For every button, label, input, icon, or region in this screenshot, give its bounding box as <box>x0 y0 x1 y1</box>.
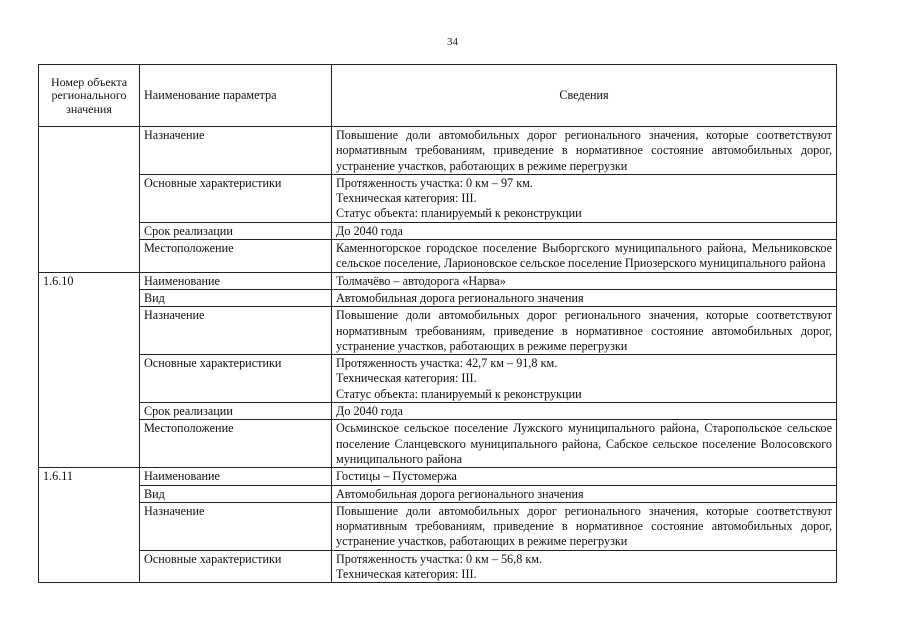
parameter-cell: Срок реализации <box>140 222 332 239</box>
parameter-cell: Основные характеристики <box>140 550 332 583</box>
parameter-cell: Вид <box>140 485 332 502</box>
value-cell: Протяженность участка: 0 км – 97 км. Техническая категория: III. Статус объекта: планируемый к реконструкции <box>332 174 837 222</box>
value-cell: Повышение доли автомобильных дорог регионального значения, которые соответствуют нормативным требованиям, приведение в нормативное состояние автомобильных дорог, устранение участков, работающих в режиме перегрузки <box>332 127 837 175</box>
value-cell: Гостицы – Пустомержа <box>332 468 837 485</box>
value-cell: Автомобильная дорога регионального значения <box>332 289 837 306</box>
value-cell: Повышение доли автомобильных дорог регионального значения, которые соответствуют нормативным требованиям, приведение в нормативное состояние автомобильных дорог, устранение участков, работающих в режиме перегрузки <box>332 502 837 550</box>
parameter-cell: Срок реализации <box>140 403 332 420</box>
value-cell: Повышение доли автомобильных дорог регионального значения, которые соответствуют нормативным требованиям, приведение в нормативное состояние автомобильных дорог, устранение участков, работающих в режиме перегрузки <box>332 307 837 355</box>
parameter-cell: Вид <box>140 289 332 306</box>
table-row <box>39 403 837 420</box>
table-row <box>39 355 837 403</box>
parameter-cell: Местоположение <box>140 240 332 273</box>
parameter-cell: Назначение <box>140 127 332 175</box>
object-parameters-table <box>38 64 837 583</box>
table-body <box>39 127 837 583</box>
parameter-cell: Назначение <box>140 502 332 550</box>
table-row <box>39 307 837 355</box>
page-number: 34 <box>447 36 458 48</box>
value-cell: До 2040 года <box>332 403 837 420</box>
table-row <box>39 502 837 550</box>
value-cell: Каменногорское городское поселение Выборгского муниципального района, Мельниковское сельское поселение, Ларионовское сельское поселение Приозерского муниципального района <box>332 240 837 273</box>
parameter-cell: Основные характеристики <box>140 174 332 222</box>
table-row <box>39 468 837 485</box>
table-row <box>39 550 837 583</box>
value-cell: Протяженность участка: 0 км – 56,8 км. Техническая категория: III. <box>332 550 837 583</box>
table-row <box>39 174 837 222</box>
object-number-cell <box>39 127 140 273</box>
header-parameter: Наименование параметра <box>140 65 332 127</box>
table-row <box>39 127 837 175</box>
value-cell: До 2040 года <box>332 222 837 239</box>
header-info: Сведения <box>332 65 837 127</box>
parameter-cell: Назначение <box>140 307 332 355</box>
object-number-cell: 1.6.10 <box>39 272 140 468</box>
table-row <box>39 420 837 468</box>
header-object-number: Номер объекта регионального значения <box>39 65 140 127</box>
table-row <box>39 272 837 289</box>
parameter-cell: Основные характеристики <box>140 355 332 403</box>
parameter-cell: Местоположение <box>140 420 332 468</box>
parameter-cell: Наименование <box>140 272 332 289</box>
table-row <box>39 222 837 239</box>
table-row <box>39 289 837 306</box>
value-cell: Автомобильная дорога регионального значения <box>332 485 837 502</box>
value-cell: Протяженность участка: 42,7 км – 91,8 км. Техническая категория: III. Статус объекта: планируемый к реконструкции <box>332 355 837 403</box>
value-cell: Осьминское сельское поселение Лужского муниципального района, Старопольское сельское поселение Сланцевского муниципального района, Сабское сельское поселение Волосовского муниципального района <box>332 420 837 468</box>
table-row <box>39 485 837 502</box>
value-cell: Толмачёво – автодорога «Нарва» <box>332 272 837 289</box>
parameter-cell: Наименование <box>140 468 332 485</box>
table-header-row <box>39 65 837 127</box>
table-row <box>39 240 837 273</box>
object-number-cell: 1.6.11 <box>39 468 140 583</box>
